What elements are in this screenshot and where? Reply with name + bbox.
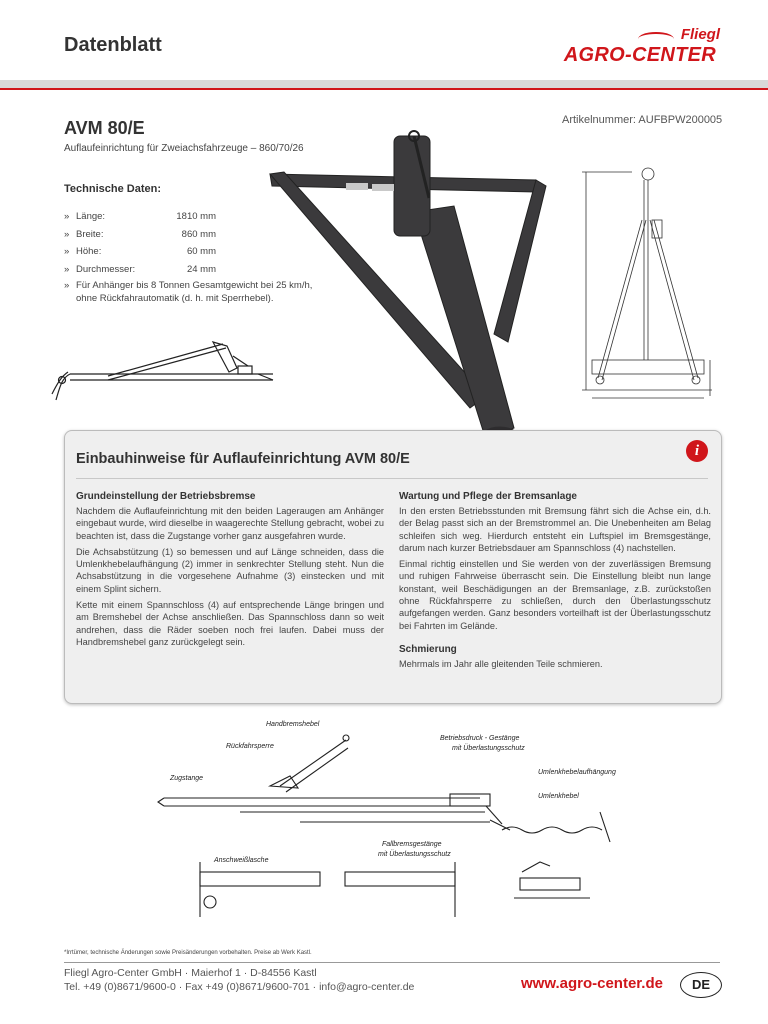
logo-agro-center: AGRO-CENTER	[563, 44, 716, 66]
bullet: »	[64, 246, 70, 258]
label-anschweisslasche: Anschweißlasche	[214, 857, 269, 864]
info-box-divider	[76, 478, 708, 479]
paragraph: In den ersten Betriebsstunden mit Bremsung fährt sich die Achse ein, d.h. der Belag passt sich an der Bremstrommel an. Die Unebenheiten am Belag schleifen sich weg. Hierdurch entsteht ein Luftspiel im Bremsgestänge, darum nach kurzer Betriebsdauer am Spannschloss (4) nachstellen.	[399, 506, 711, 553]
paragraph: Nachdem die Auflaufeinrichtung mit den beiden Lageraugen am Anhänger eingebaut wurde, wird dieselbe in waagerechte Stellung gebracht, wobei zu beachten ist, dass die Zugstange vorher ganz ausgefahren wurde.	[76, 506, 384, 541]
language-badge: DE	[680, 972, 722, 998]
header-bar	[0, 80, 768, 88]
section-heading: Wartung und Pflege der Bremsanlage	[399, 491, 577, 502]
bullet: »	[64, 228, 70, 240]
label-fallbrems-line2: mit Überlastungsschutz	[378, 851, 451, 858]
footnote: *Irrtümer, technische Änderungen sowie Preisänderungen vorbehalten. Preise ab Werk Kastl.	[64, 950, 312, 956]
tech-data-heading: Technische Daten:	[64, 183, 161, 195]
section-heading: Grundeinstellung der Betriebsbremse	[76, 491, 256, 502]
section-heading: Schmierung	[399, 643, 457, 655]
info-icon: i	[686, 440, 708, 462]
website-link[interactable]: www.agro-center.de	[521, 975, 663, 992]
paragraph: Mehrmals im Jahr alle gleitenden Teile schmieren.	[399, 658, 603, 669]
logo-fliegl: Fliegl	[680, 26, 720, 43]
page-title: Datenblatt	[64, 34, 162, 56]
product-photo	[264, 128, 554, 466]
header-divider	[0, 88, 768, 90]
paragraph: Einmal richtig einstellen und Sie werden von der zuverlässigen Bremsung und ruhigen Fahrweise überrascht sein. Die Einstellung bleibt nun lange konstant, weil Beschädigungen an der Bremsanlage, z.B. zurückstoßen ohne Rückfahrsperre zu schließen, durch den Überlastungsschutz aufgefangen werden. Ganz besonders vorteilhaft ist der Überlastungsschutz bei Fahrten im Gelände.	[399, 559, 711, 631]
label-rueckfahrsperre: Rückfahrsperre	[226, 743, 274, 750]
article-number: Artikelnummer: AUFBPW200005	[562, 114, 723, 126]
footer-address-line: Fliegl Agro-Center GmbH · Maierhof 1 · D-84556 Kastl	[64, 967, 317, 979]
spec-label: Höhe:	[76, 246, 102, 258]
side-view-drawing	[48, 336, 278, 412]
product-subtitle: Auflaufeinrichtung für Zweiachsfahrzeuge – 860/70/26	[64, 143, 304, 154]
spec-value: 24 mm	[186, 263, 216, 275]
label-umlenkhebel: Umlenkhebel	[538, 793, 579, 800]
footer-divider	[64, 962, 720, 963]
bullet: »	[64, 211, 70, 223]
label-betriebsdruck-line1: Betriebsdruck - Gestänge	[440, 735, 520, 742]
paragraph: Die Achsabstützung (1) so bemessen und auf Länge schneiden, dass die Umlenkhebelaufhängung (2) immer in senkrechter Stellung steht. Nun die Achsabstützung in die vorgesehene Aufnahme (3) einstecken und mit einem Splint sichern.	[76, 546, 384, 594]
section-text	[399, 658, 711, 670]
label-handbremshebel: Handbremshebel	[266, 721, 320, 728]
info-left-column	[76, 491, 384, 652]
product-title: AVM 80/E	[64, 118, 145, 138]
bullet: »	[64, 263, 70, 275]
footer-contact-line: Tel. +49 (0)8671/9600-0 · Fax +49 (0)8671/9600-701 · info@agro-center.de	[64, 981, 415, 993]
paragraph: Kette mit einem Spannschloss (4) auf entsprechende Länge bringen und am Bremshebel der Achse anschließen. Das Spannschloss dann so weit andrehen, dass die Räder soeben noch frei laufen. Dabei muss der Handbremshebel ganz zurückgelegt sein.	[76, 600, 384, 647]
label-fallbrems-line1: Fallbremsgestänge	[382, 841, 442, 848]
label-betriebsdruck-line2: mit Überlastungsschutz	[452, 745, 525, 752]
label-umlenkhebelaufhaengung: Umlenkhebelaufhängung	[538, 769, 616, 776]
spec-note-text: Für Anhänger bis 8 Tonnen Gesamtgewicht bei 25 km/h, ohne Rückfahrautomatik (d. h. mit Sperrhebel).	[76, 280, 313, 304]
section-text	[76, 505, 384, 648]
spec-value: 1810 mm	[176, 211, 216, 223]
spec-value: 60 mm	[186, 246, 216, 258]
spec-label: Breite:	[76, 228, 104, 240]
installation-diagram	[150, 712, 710, 934]
info-box-title: Einbauhinweise für Auflaufeinrichtung AVM 80/E	[76, 451, 410, 467]
label-zugstange: Zugstange	[170, 775, 204, 782]
bullet: »	[64, 280, 70, 291]
section-text	[399, 505, 711, 632]
spec-label: Länge:	[76, 211, 106, 223]
spec-label: Durchmesser:	[76, 263, 136, 275]
front-view-drawing	[572, 160, 722, 416]
info-right-column	[399, 491, 711, 674]
footer-address	[64, 966, 414, 994]
spec-value: 860 mm	[181, 228, 216, 240]
